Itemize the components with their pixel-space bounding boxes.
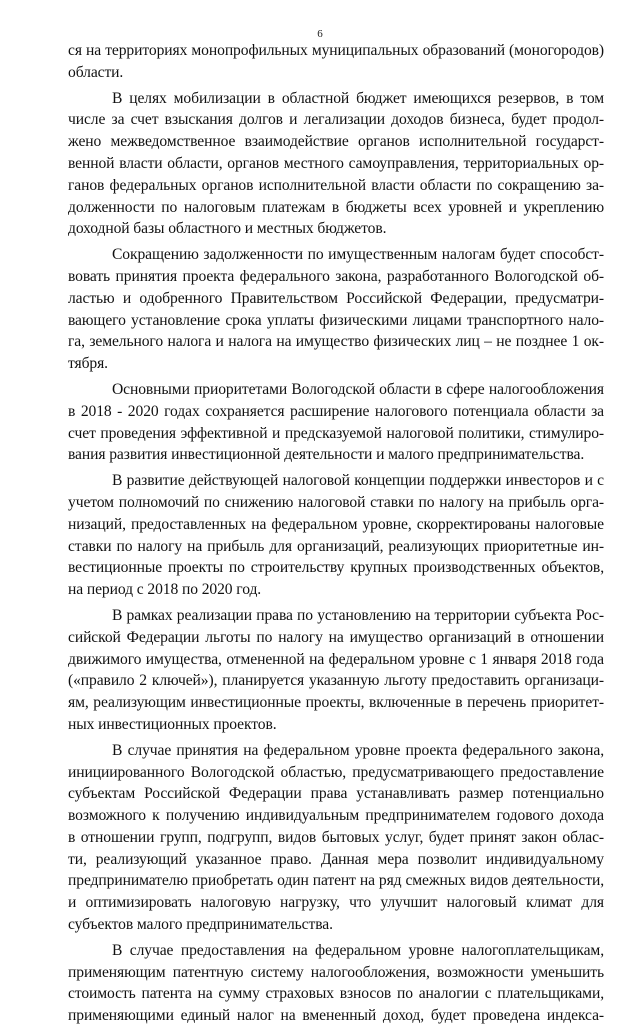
text-line: возможного к получению индивидуальным предпринимателем годового дохода: [68, 807, 604, 825]
text-line: вовать принятия проекта федерального закона, разработанного Вологодской об-: [68, 267, 604, 285]
text-line: сийской Федерации льготы по налогу на имущество организаций в отношении: [68, 628, 604, 646]
text-line: В рамках реализации права по установлению на территории субъекта Рос-: [112, 606, 604, 624]
text-line: тября.: [68, 355, 108, 373]
text-line: применяющим патентную систему налогообложения, возможности уменьшить: [68, 963, 604, 981]
text-line: движимого имущества, отмененной на федеральном уровне с 1 января 2018 года: [68, 650, 604, 668]
paragraph: [68, 40, 604, 84]
text-line: ных инвестиционных проектов.: [68, 715, 277, 733]
text-line: применяющими единый налог на вмененный доход, будет проведена индекса-: [68, 1007, 604, 1025]
text-line: ям, реализующим инвестиционные проекты, включенные в перечень приоритет-: [68, 694, 604, 712]
paragraph: [68, 88, 604, 241]
text-line: субъектов малого предпринимательства.: [68, 916, 333, 934]
text-line: ластью и одобренного Правительством Российской Федерации, предусматри-: [68, 289, 604, 307]
text-line: предпринимателю приобретать один патент на ряд смежных видов деятельности,: [68, 872, 604, 890]
text-line: га, земельного налога и налога на имущество физических лиц – не позднее 1 ок-: [68, 333, 604, 351]
paragraph: [68, 740, 604, 936]
paragraph: [68, 244, 604, 375]
text-line: учетом полномочий по снижению налоговой ставки по налогу на прибыль орга-: [68, 493, 604, 511]
text-line: В развитие действующей налоговой концепции поддержки инвесторов и с: [112, 472, 604, 490]
text-line: Основными приоритетами Вологодской области в сфере налогообложения: [112, 380, 604, 398]
text-line: стоимость патента на сумму страховых взносов по аналогии с плательщиками,: [68, 985, 604, 1003]
text-line: низаций, предоставленных на федеральном уровне, скорректированы налоговые: [68, 515, 604, 533]
text-line: и оптимизировать налоговую нагрузку, что улучшит налоговый климат для: [68, 894, 604, 912]
text-line: вания развития инвестиционной деятельности и малого предпринимательства.: [68, 446, 585, 464]
text-line: вающего установление срока уплаты физическими лицами транспортного нало-: [68, 311, 604, 329]
text-line: В целях мобилизации в областной бюджет имеющихся резервов, в том: [112, 89, 604, 107]
text-line: в 2018 - 2020 годах сохраняется расширение налогового потенциала области за: [68, 402, 604, 420]
paragraph: [68, 605, 604, 736]
page-number: 6: [317, 28, 323, 40]
text-line: вестиционные проекты по строительству крупных производственных объектов,: [68, 559, 604, 577]
text-line: в отношении групп, подгрупп, видов бытовых услуг, будет принят закон облас-: [68, 828, 604, 846]
paragraph: [68, 940, 604, 1027]
document-body: [68, 40, 604, 1031]
paragraph: [68, 470, 604, 601]
text-line: ставки по налогу на прибыль для организаций, реализующих приоритетные ин-: [68, 537, 604, 555]
text-line: жено межведомственное взаимодействие органов исполнительной государст-: [68, 133, 604, 151]
text-line: ганов федеральных органов исполнительной власти области по сокращению за-: [68, 176, 604, 194]
text-line: венной власти области, органов местного самоуправления, территориальных ор-: [68, 154, 604, 172]
text-line: ся на территориях монопрофильных муниципальных образований (моногородов): [68, 42, 604, 59]
text-line: В случае предоставления на федеральном уровне налогоплательщикам,: [112, 941, 604, 959]
text-line: инициированного Вологодской областью, предусматривающего предоставление: [68, 763, 604, 781]
text-line: («правило 2 ключей»), планируется указанную льготу предоставить организаци-: [68, 672, 604, 690]
text-line: доходной базы областного и местных бюджетов.: [68, 220, 387, 238]
text-line: субъектам Российской Федерации права устанавливать размер потенциально: [68, 785, 604, 803]
text-line: Сокращению задолженности по имущественным налогам будет способст-: [112, 246, 604, 264]
text-line: счет проведения эффективной и предсказуемой налоговой политики, стимулиро-: [68, 424, 604, 442]
text-line: числе за счет взыскания долгов и легализации доходов бизнеса, будет продол-: [68, 111, 604, 129]
text-line: В случае принятия на федеральном уровне проекта федерального закона,: [112, 741, 604, 759]
text-line: области.: [68, 63, 124, 81]
paragraph: [68, 379, 604, 466]
text-line: ти, реализующий указанное право. Данная мера позволит индивидуальному: [68, 850, 604, 868]
text-line: на период с 2018 по 2020 год.: [68, 581, 262, 599]
text-line: долженности по налоговым платежам в бюджеты всех уровней и укреплению: [68, 198, 604, 216]
